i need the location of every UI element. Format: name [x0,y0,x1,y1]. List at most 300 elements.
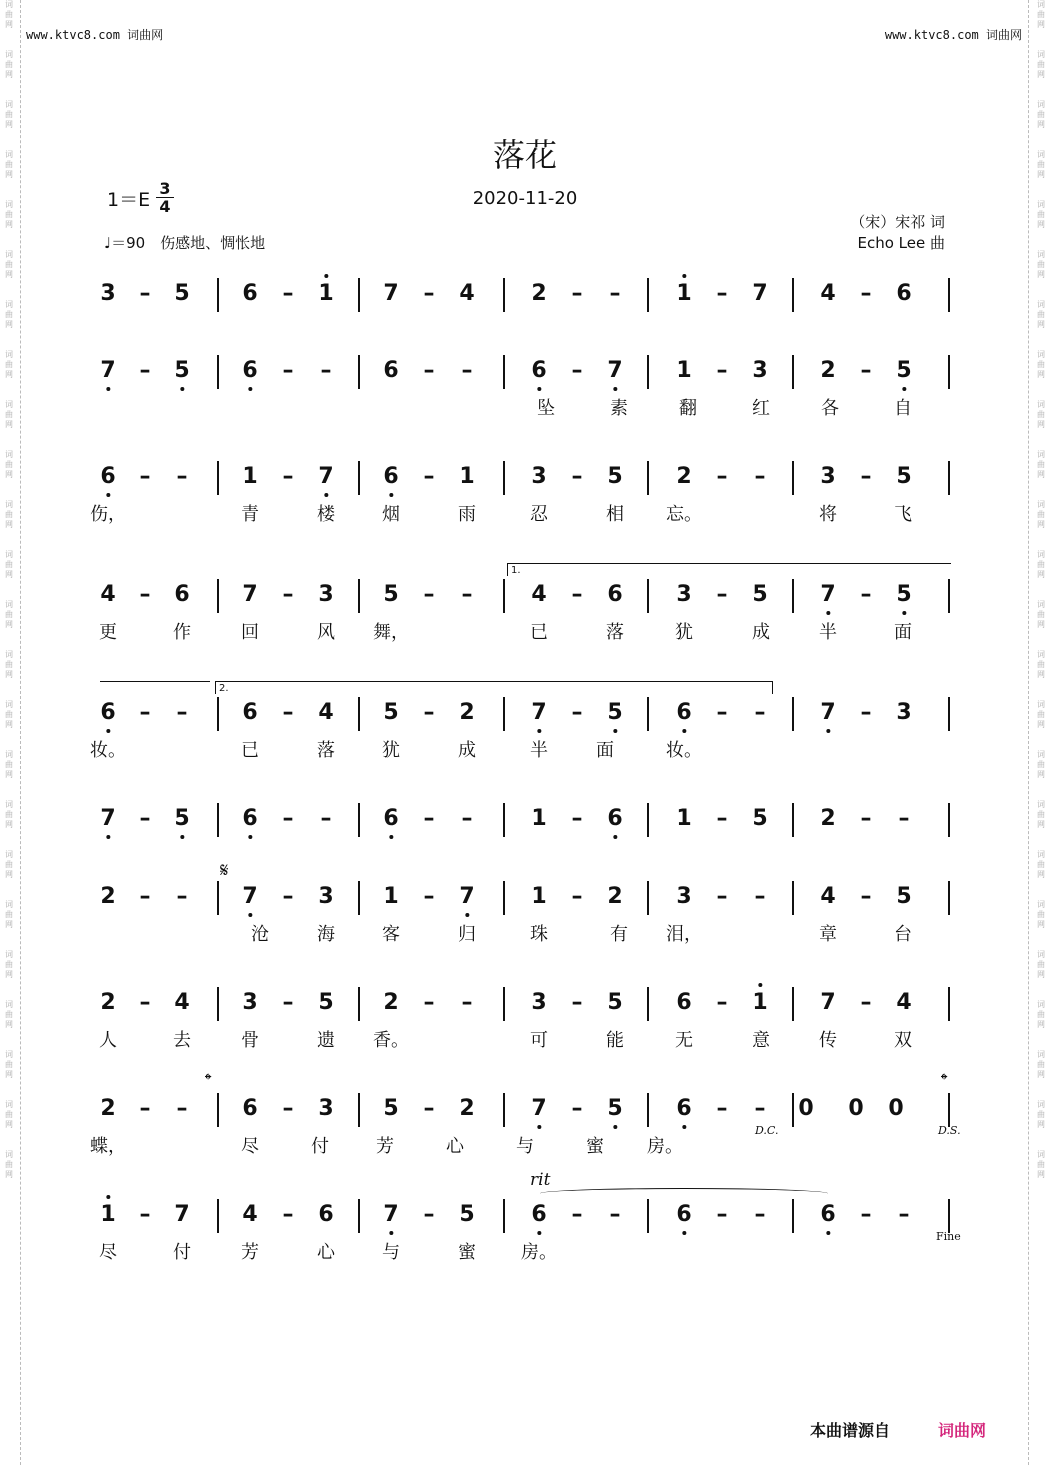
dash-extension: – [860,281,872,306]
note: 7 [242,582,258,607]
lyric-syllable: 忘。 [666,504,702,525]
dash-extension: – [423,806,435,831]
dash-extension: – [176,1096,188,1121]
lyric-syllable: 房。 [521,1242,557,1263]
notes-line [100,1201,950,1235]
dash-extension: – [423,464,435,489]
note: 1 [100,1202,116,1227]
dash-extension: – [423,358,435,383]
barline [503,697,505,731]
dash-extension: – [139,464,151,489]
lyric-syllable: 能 [606,1030,624,1051]
lyric-syllable: 沧 [251,924,269,945]
note: 2 [383,990,399,1015]
lyric-syllable: 自 [894,398,912,419]
note: 1 [531,806,547,831]
barline [792,697,794,731]
barline [503,803,505,837]
dash-extension: – [860,464,872,489]
note: 1 [531,884,547,909]
note: 2 [459,700,475,725]
volta-first-ending-cont [100,681,210,694]
dash-extension: – [282,990,294,1015]
note: 1 [676,281,692,306]
lyric-syllable: 可 [530,1030,548,1051]
lyric-syllable: 青 [241,504,259,525]
dash-extension: – [461,582,473,607]
footer-label: 本曲谱源自 [810,1421,891,1440]
score-row [100,1201,950,1291]
dash-extension: – [571,700,583,725]
lyric-syllable: 坠 [537,398,555,419]
lyric-syllable: 半 [819,622,837,643]
note: 5 [607,990,623,1015]
dash-extension: – [754,700,766,725]
rit-mark: rit [530,1170,551,1190]
dash-extension: – [716,1096,728,1121]
score-row [90,463,950,553]
lyric-syllable: 雨 [458,504,476,525]
time-signature-bottom: 4 [156,197,174,215]
dash-extension: – [461,806,473,831]
note: 1 [676,806,692,831]
footer-source [810,1418,986,1441]
header-left-url[interactable]: www.ktvc8.com 词曲网 [26,28,164,42]
lyric-syllable: 与 [382,1242,400,1263]
ds-mark: D.S. [938,1124,961,1137]
barline [358,881,360,915]
note: 5 [174,358,190,383]
barline [217,278,219,312]
barline [217,1093,219,1127]
dash-extension: – [716,281,728,306]
coda-mark-1: 𝄌 [205,1070,212,1091]
note: 2 [607,884,623,909]
note: 6 [607,806,623,831]
notes-line [100,883,950,917]
time-signature [156,180,174,215]
barline [503,278,505,312]
note: 7 [383,1202,399,1227]
lyric-syllable: 伤， [90,504,126,525]
song-title: 落花 [492,136,557,174]
dash-extension: – [860,990,872,1015]
lyric-syllable: 将 [819,504,837,525]
barline [647,697,649,731]
dash-extension: – [898,806,910,831]
lyric-syllable: 传 [819,1030,837,1051]
lyric-syllable: 落 [606,622,624,643]
note: 7 [607,358,623,383]
dash-extension: – [860,582,872,607]
dash-extension: – [139,281,151,306]
note: 4 [318,700,334,725]
dash-extension: – [571,1096,583,1121]
note: 7 [820,990,836,1015]
dash-extension: – [898,1202,910,1227]
note: 3 [100,281,116,306]
note: 5 [607,700,623,725]
barline [217,803,219,837]
lyric-syllable: 妆。 [90,740,126,761]
note: 5 [174,281,190,306]
dc-mark: D.C. [755,1124,779,1137]
lyric-syllable: 犹 [675,622,693,643]
barline [647,355,649,389]
barline [647,881,649,915]
note: 5 [752,582,768,607]
lyric-syllable: 客 [382,924,400,945]
dash-extension: – [423,281,435,306]
lyric-syllable: 成 [458,740,476,761]
volta-1-label: 1. [511,565,521,576]
lyric-syllable: 芳 [376,1136,394,1157]
lyric-syllable: 台 [894,924,912,945]
note: 4 [896,990,912,1015]
dash-extension: – [423,700,435,725]
barline [217,697,219,731]
lyrics-line [100,320,950,344]
note: 6 [676,1202,692,1227]
notes-line [100,805,950,839]
barline [358,461,360,495]
dash-extension: – [320,358,332,383]
dash-extension: – [176,700,188,725]
dash-extension: – [609,281,621,306]
dash-extension: – [860,806,872,831]
barline [948,278,950,312]
lyric-syllable: 珠 [530,924,548,945]
lyric-syllable: 蝶， [90,1136,126,1157]
dash-extension: – [609,1202,621,1227]
note: 4 [100,582,116,607]
barline [503,1093,505,1127]
note: 6 [383,358,399,383]
lyric-syllable: 泪， [666,924,702,945]
dash-extension: – [860,884,872,909]
note: 2 [820,806,836,831]
note: 3 [676,582,692,607]
lyric-syllable: 意 [752,1030,770,1051]
dash-extension: – [571,884,583,909]
barline [792,278,794,312]
barline [647,803,649,837]
dash-extension: – [282,700,294,725]
lyric-syllable: 芳 [241,1242,259,1263]
lyric-syllable: 作 [173,622,191,643]
lyric-syllable: 无 [675,1030,693,1051]
segno-mark: 𝄋 [220,858,229,882]
note: 3 [820,464,836,489]
lyric-syllable: 成 [752,622,770,643]
dash-extension: – [571,281,583,306]
note: 6 [820,1202,836,1227]
barline [217,1199,219,1233]
barline [503,1199,505,1233]
lyric-syllable: 双 [894,1030,912,1051]
note: 5 [607,464,623,489]
barline [792,1093,794,1127]
note: 7 [459,884,475,909]
barline [948,1199,950,1233]
note: 5 [607,1096,623,1121]
lyric-syllable: 蜜 [586,1136,604,1157]
barline [358,278,360,312]
lyric-syllable: 落 [317,740,335,761]
score-row [100,581,950,671]
barline [217,461,219,495]
note: 0 [798,1096,814,1121]
barline [948,461,950,495]
barline [217,355,219,389]
dash-extension: – [754,1202,766,1227]
note: 6 [607,582,623,607]
barline [948,579,950,613]
note: 6 [100,700,116,725]
dash-extension: – [139,990,151,1015]
lyric-syllable: 红 [752,398,770,419]
barline [358,1199,360,1233]
volta-2-label: 2. [219,683,229,694]
note: 7 [820,700,836,725]
lyric-syllable: 人 [99,1030,117,1051]
note: 4 [242,1202,258,1227]
left-dashed-border [20,0,21,1465]
barline [503,579,505,613]
lyricist: （宋）宋祁 词 [850,213,945,231]
lyrics-line [100,621,950,645]
note: 5 [174,806,190,831]
barline [948,881,950,915]
score-row [100,883,950,973]
barline [358,803,360,837]
note: 6 [174,582,190,607]
note: 5 [896,582,912,607]
barline [792,1199,794,1233]
note: 6 [896,281,912,306]
lyric-syllable: 遗 [317,1030,335,1051]
lyrics-line [100,923,950,947]
barline [217,881,219,915]
dash-extension: – [282,464,294,489]
note: 5 [318,990,334,1015]
note: 6 [531,358,547,383]
dash-extension: – [282,358,294,383]
dash-extension: – [423,1096,435,1121]
note: 3 [676,884,692,909]
score-row [90,699,950,789]
lyric-syllable: 香。 [373,1030,409,1051]
lyric-syllable: 海 [317,924,335,945]
lyrics-line [100,1241,950,1265]
lyric-syllable: 楼 [317,504,335,525]
lyric-syllable: 已 [530,622,548,643]
note: 2 [100,884,116,909]
note: 6 [676,700,692,725]
lyric-syllable: 翻 [679,398,697,419]
note: 7 [531,700,547,725]
dash-extension: – [139,1202,151,1227]
score-row [100,357,950,447]
dash-extension: – [282,1202,294,1227]
note: 3 [242,990,258,1015]
lyric-syllable: 回 [241,622,259,643]
barline [503,355,505,389]
notes-line [100,463,950,497]
lyric-syllable: 烟 [382,504,400,525]
note: 6 [242,358,258,383]
note: 6 [676,990,692,1015]
barline [792,987,794,1021]
note: 2 [531,281,547,306]
note: 2 [820,358,836,383]
note: 2 [100,1096,116,1121]
lyrics-line [90,503,950,527]
barline [647,278,649,312]
note: 7 [100,358,116,383]
barline [792,881,794,915]
lyric-syllable: 归 [458,924,476,945]
tempo-marking: ♩＝90 伤感地、惆怅地 [104,234,266,252]
note: 2 [100,990,116,1015]
dash-extension: – [571,1202,583,1227]
note: 6 [242,700,258,725]
note: 5 [459,1202,475,1227]
song-date: 2020-11-20 [472,188,578,209]
barline [358,579,360,613]
note: 5 [896,358,912,383]
dash-extension: – [716,884,728,909]
right-dashed-border [1028,0,1029,1465]
volta-first-ending [507,563,951,576]
barline [948,355,950,389]
notes-line [100,581,950,615]
right-watermark-column: 词 曲 网 词 曲 网 词 曲 网 词 曲 网 词 曲 网 词 曲 网 词 曲 网 词 曲 网 词 曲 网 词 曲 网 词 曲 网 词 曲 网 词 曲 网 词 曲 网 词 曲 网 词 曲 网 词 曲 网 词 曲 网 词 曲 网 词 曲 网 词 曲 网 词 曲 网 词 曲 网 词 曲 网 [1037,0,1045,1179]
dash-extension: – [423,990,435,1015]
note: 3 [531,464,547,489]
note: 7 [752,281,768,306]
dash-extension: – [423,1202,435,1227]
note: 6 [676,1096,692,1121]
note: 1 [242,464,258,489]
score-row [100,989,950,1079]
barline [948,697,950,731]
dash-extension: – [282,806,294,831]
lyric-syllable: 舞， [373,622,409,643]
fine-mark: Fine [936,1230,961,1243]
dash-extension: – [139,884,151,909]
dash-extension: – [716,990,728,1015]
note: 3 [752,358,768,383]
lyric-syllable: 各 [821,398,839,419]
barline [358,697,360,731]
note: 4 [174,990,190,1015]
dash-extension: – [139,806,151,831]
lyrics-line [90,739,950,763]
note: 5 [383,582,399,607]
notes-line [100,989,950,1023]
lyric-syllable: 付 [311,1136,329,1157]
barline [503,881,505,915]
note: 3 [318,1096,334,1121]
left-watermark-column: 词 曲 网 词 曲 网 词 曲 网 词 曲 网 词 曲 网 词 曲 网 词 曲 网 词 曲 网 词 曲 网 词 曲 网 词 曲 网 词 曲 网 词 曲 网 词 曲 网 词 曲 网 词 曲 网 词 曲 网 词 曲 网 词 曲 网 词 曲 网 词 曲 网 词 曲 网 词 曲 网 词 曲 网 [5,0,13,1179]
lyric-syllable: 付 [173,1242,191,1263]
lyric-syllable: 面 [596,740,614,761]
note: 1 [459,464,475,489]
lyric-syllable: 尽 [99,1242,117,1263]
lyric-syllable: 妆。 [666,740,702,761]
dash-extension: – [860,1202,872,1227]
note: 7 [383,281,399,306]
notes-line [100,699,950,733]
header-right-url[interactable]: www.ktvc8.com 词曲网 [884,28,1022,42]
dash-extension: – [282,582,294,607]
note: 5 [383,700,399,725]
dash-extension: – [320,806,332,831]
note: 0 [848,1096,864,1121]
lyrics-line [100,397,950,421]
lyric-syllable: 忍 [530,504,548,525]
notes-line [100,357,950,391]
barline [948,987,950,1021]
dash-extension: – [176,884,188,909]
note: 1 [383,884,399,909]
dash-extension: – [716,358,728,383]
note: 5 [896,884,912,909]
barline [948,1093,950,1127]
lyric-syllable: 面 [894,622,912,643]
dash-extension: – [860,358,872,383]
barline [792,579,794,613]
dash-extension: – [139,1096,151,1121]
dash-extension: – [754,884,766,909]
barline [358,1093,360,1127]
dash-extension: – [716,582,728,607]
note: 1 [676,358,692,383]
lyric-syllable: 相 [606,504,624,525]
time-signature-top: 3 [159,179,171,198]
lyrics-line [90,1135,950,1159]
note: 1 [318,281,334,306]
lyric-syllable: 飞 [894,504,912,525]
note: 4 [459,281,475,306]
barline [792,461,794,495]
notes-line [100,280,950,314]
lyric-syllable: 尽 [241,1136,259,1157]
note: 6 [383,464,399,489]
lyric-syllable: 骨 [241,1030,259,1051]
coda-mark-2: 𝄌 [941,1070,948,1091]
notes-line [100,1095,950,1129]
note: 4 [820,281,836,306]
barline [647,1093,649,1127]
note: 7 [100,806,116,831]
lyric-syllable: 犹 [382,740,400,761]
footer-brand[interactable]: 词曲网 [938,1421,987,1440]
lyric-syllable: 心 [317,1242,335,1263]
note: 4 [820,884,836,909]
note: 4 [531,582,547,607]
note: 3 [531,990,547,1015]
note: 3 [318,582,334,607]
lyric-syllable: 房。 [647,1136,683,1157]
credits [850,212,945,254]
lyric-syllable: 素 [610,398,628,419]
dash-extension: – [139,582,151,607]
dash-extension: – [754,464,766,489]
note: 0 [888,1096,904,1121]
dash-extension: – [716,1202,728,1227]
